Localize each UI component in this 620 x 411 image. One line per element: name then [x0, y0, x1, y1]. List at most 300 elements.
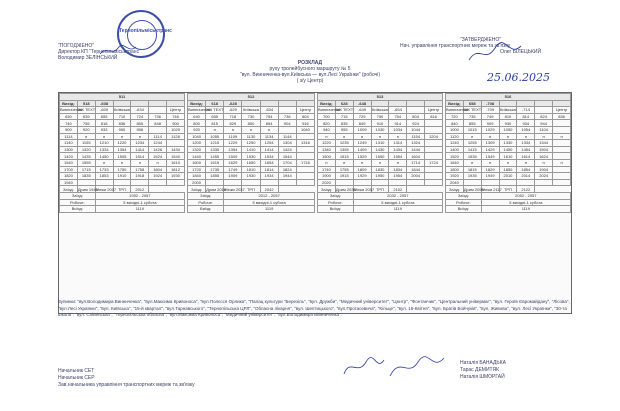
cell: 1334: [95, 146, 113, 153]
table-row: [446, 120, 571, 127]
footer-right-line3: Наталія ШМОРГАЙ: [460, 374, 505, 380]
cell: [517, 100, 535, 107]
cell: ЖК TEXT: [206, 107, 224, 113]
cell: [517, 179, 535, 186]
lower-value: 1119: [353, 206, 442, 213]
cell: 1540: [60, 159, 78, 166]
table-row: [60, 140, 185, 147]
cell: 1740: [318, 166, 336, 173]
cell: [499, 179, 517, 186]
cell: 816: [425, 113, 443, 120]
cell: 1834: [389, 166, 407, 173]
title-line3: "вул. Винниченка-вул.Київська — вул.Лесі Українки" (робочі): [239, 72, 381, 78]
cell: 2000: [188, 179, 206, 186]
cell: 1114: [149, 133, 167, 140]
cell: 1354: [113, 146, 131, 153]
cell: Центр: [296, 107, 314, 114]
cell: п: [113, 159, 131, 166]
approval-left-label: "ПОГОДЖЕНО": [58, 43, 95, 49]
cell: 1500: [318, 153, 336, 160]
cell: 720: [446, 113, 464, 120]
timetable-block-513: [317, 93, 443, 243]
cell: 1120: [446, 133, 464, 140]
cell: 1055: [206, 133, 224, 140]
cell: Заїзд:: [318, 186, 336, 193]
cell: 1109: [224, 133, 242, 140]
table-row: [318, 166, 443, 173]
cell: 2010: [499, 173, 517, 180]
cell: 1255: [463, 140, 481, 147]
signature-left: [98, 44, 138, 58]
cell: 1114: [60, 133, 78, 140]
cell: [553, 153, 571, 160]
cell: 824: [535, 113, 553, 120]
cell: 1355: [335, 146, 353, 153]
lower-value: 5 вихідні-1 субота: [224, 199, 315, 206]
zaizd-label: Заїзд:: [318, 192, 354, 199]
cell: 933: [95, 126, 113, 133]
cell: [149, 126, 167, 133]
cell: Київська: [500, 107, 516, 113]
table-row: [318, 159, 443, 166]
signature-right: [465, 40, 525, 66]
cell: 1809: [353, 166, 371, 173]
table-row: [318, 113, 443, 120]
footer-left-line1: Начальник СЕТ: [58, 368, 95, 374]
zaizd-value: 2032 - 2057: [353, 192, 442, 199]
cell: 640: [188, 113, 206, 120]
cell: 1720: [188, 166, 206, 173]
lower-label: Робоче:: [60, 199, 96, 206]
cell: [278, 100, 296, 107]
cell: [425, 153, 443, 160]
cell: 1954: [389, 173, 407, 180]
cell: 810: [499, 113, 517, 120]
cell: 850: [242, 120, 260, 127]
cell: 1812: [167, 166, 185, 173]
cell: [278, 179, 296, 186]
cell: -634: [260, 107, 278, 114]
cell: -709: [481, 107, 499, 114]
table-row: [446, 113, 571, 120]
cell: ТРП: [113, 186, 131, 193]
cell: 1310: [371, 140, 389, 147]
cell: 1550: [371, 153, 389, 160]
table-row: [60, 120, 185, 127]
cell: 904: [278, 120, 296, 127]
signatures-footer: [340, 352, 450, 382]
cell: 1555: [77, 159, 95, 166]
footer-left-line3: Зав.начальника управління транспортних мереж та зв'язку: [58, 382, 195, 388]
cell: [131, 179, 149, 186]
cell: 630: [60, 113, 78, 120]
cell: 840: [446, 120, 464, 127]
cell: 1234: [131, 140, 149, 147]
cell: 1330: [499, 140, 517, 147]
cell: [296, 100, 314, 107]
cell: 715: [335, 113, 353, 120]
approval-right-label: "ЗАТВЕРДЖЕНО": [460, 37, 502, 43]
table-row: [318, 173, 443, 180]
cell: 1854: [517, 166, 535, 173]
table-row: [188, 107, 315, 114]
cell: 655: [206, 113, 224, 120]
table-row: [188, 186, 315, 193]
cell: [131, 100, 149, 107]
cell: п: [95, 159, 113, 166]
cell: 1930: [167, 173, 185, 180]
cell: 1715: [77, 166, 95, 173]
block-id: 513: [318, 94, 443, 101]
cell: п: [481, 159, 499, 166]
cell: 2042: [260, 186, 278, 193]
block-id: 512: [188, 94, 315, 101]
approval-left-line2: Володимир ЗЕЛІНСЬКИЙ: [58, 55, 118, 61]
cell: 1514: [131, 153, 149, 160]
cell: [167, 179, 185, 186]
cell: Винниченка: [188, 107, 211, 113]
cell: 1724: [425, 159, 443, 166]
footer-left-line2: Начальник СЕР: [58, 375, 95, 381]
cell: [407, 179, 425, 186]
cell: [425, 146, 443, 153]
zaizd-label: Заїзд:: [60, 192, 96, 199]
cell: п: [242, 126, 260, 133]
cell: Київська: [372, 107, 388, 113]
cell: 1200: [188, 140, 206, 147]
cell: Вихід:: [446, 100, 464, 107]
cell: [296, 173, 314, 180]
cell: Межи 2007: [95, 186, 117, 192]
lower-label: Робоче:: [446, 199, 482, 206]
cell: Центр: [425, 107, 443, 114]
cell: [113, 100, 131, 107]
cell: [296, 166, 314, 173]
cell: 1400: [446, 146, 464, 153]
cell: 1415: [463, 146, 481, 153]
cell: 1535: [463, 153, 481, 160]
cell: 1215: [206, 140, 224, 147]
cell: 1054: [517, 126, 535, 133]
cell: [553, 126, 571, 133]
lower-value: 5 вихідні-1 субота: [353, 199, 442, 206]
cell: [535, 179, 553, 186]
cell: [425, 126, 443, 133]
cell: 1844: [407, 166, 425, 173]
cell: 1544: [278, 153, 296, 160]
cell: Заїзд:: [446, 186, 464, 193]
cell: 916: [296, 120, 314, 127]
cell: 1509: [224, 153, 242, 160]
cell: [149, 107, 167, 114]
lower-value: 5 вихідні-1 субота: [95, 199, 184, 206]
cell: 804: [296, 113, 314, 120]
cell: 1030: [371, 126, 389, 133]
cell: 820: [318, 120, 336, 127]
cell: 1220: [318, 140, 336, 147]
cell: 800: [188, 120, 206, 127]
cell: 909: [481, 120, 499, 127]
cell: 1426: [149, 146, 167, 153]
cell: Центр: [167, 107, 185, 114]
cell: [407, 100, 425, 107]
lower-label: Виїзд:: [318, 206, 354, 213]
cell: 729: [353, 113, 371, 120]
cell: 1435: [77, 153, 95, 160]
table-row: [318, 133, 443, 140]
cell: 754: [389, 113, 407, 120]
cell: 1930: [242, 173, 260, 180]
cell: 1529: [353, 153, 371, 160]
cell: 1104: [535, 126, 553, 133]
table-row: [188, 100, 315, 107]
cell: п: [499, 159, 517, 166]
cell: 829: [224, 120, 242, 127]
cell: 1814: [260, 166, 278, 173]
cell: 1530: [242, 153, 260, 160]
cell: [167, 140, 185, 147]
cell: 900: [167, 120, 185, 127]
cell: 836: [113, 120, 131, 127]
cell: 1244: [149, 140, 167, 147]
cell: 1410: [242, 146, 260, 153]
cell: 1929: [353, 173, 371, 180]
cell: 1414: [260, 146, 278, 153]
cell: 2122: [517, 186, 535, 193]
table-row: [188, 173, 315, 180]
cell: [296, 146, 314, 153]
cell: -628: [224, 100, 242, 107]
table-row: [446, 173, 571, 180]
cell: п: [535, 159, 553, 166]
cell: п: [371, 133, 389, 140]
cell: [535, 107, 553, 114]
cell: 1434: [167, 146, 185, 153]
cell: [149, 179, 167, 186]
cell: Дрим 2010: [206, 186, 227, 192]
cell: 1300: [60, 146, 78, 153]
cell: ЖК TEXT: [77, 107, 96, 113]
cell: 1420: [60, 153, 78, 160]
cell: 1235: [335, 140, 353, 147]
cell: 1515: [335, 153, 353, 160]
cell: Межи 2117: [481, 186, 502, 192]
cell: 740: [60, 120, 78, 127]
cell: 658: [463, 100, 481, 107]
cell: Дрим 2050: [463, 186, 484, 192]
table-row: [60, 173, 185, 180]
cell: 736: [149, 113, 167, 120]
cell: 855: [131, 120, 149, 127]
cell: [425, 140, 443, 147]
lower-value: 1119: [481, 206, 570, 213]
cell: п: [463, 133, 481, 140]
cell: Київська: [243, 107, 259, 113]
cell: 1750: [113, 166, 131, 173]
table-row: [446, 107, 571, 114]
cell: 804: [407, 113, 425, 120]
cell: 848: [149, 120, 167, 127]
cell: п: [149, 159, 167, 166]
cell: 1549: [481, 153, 499, 160]
cell: 1009: [353, 126, 371, 133]
cell: 1314: [389, 140, 407, 147]
lower-label: Виїзд:: [60, 206, 96, 213]
cell: 1334: [517, 140, 535, 147]
cell: 1304: [278, 140, 296, 147]
cell: 1344: [535, 140, 553, 147]
cell: 1340: [318, 146, 336, 153]
table-row: [318, 146, 443, 153]
cell: п: [353, 159, 371, 166]
cell: 818: [95, 120, 113, 127]
cell: 1220: [113, 140, 131, 147]
cell: 2102: [389, 186, 407, 193]
lower-value: 1119: [95, 206, 184, 213]
cell: 700: [318, 113, 336, 120]
cell: 1015: [463, 126, 481, 133]
cell: 1454: [517, 146, 535, 153]
cell: 1835: [77, 173, 95, 180]
table-row: [318, 153, 443, 160]
cell: 1240: [446, 140, 464, 147]
cell: 1155: [77, 140, 95, 147]
cell: п: [517, 159, 535, 166]
cell: 1935: [463, 173, 481, 180]
cell: 1900: [318, 173, 336, 180]
cell: 1154: [407, 133, 425, 140]
cell: -648: [353, 100, 371, 107]
cell: п: [553, 133, 571, 140]
cell: 750: [371, 113, 389, 120]
cell: 855: [463, 120, 481, 127]
cell: [149, 100, 167, 107]
cell: [224, 179, 242, 186]
footer-right: [460, 360, 506, 381]
lower-label: Виїзд:: [188, 206, 224, 213]
cell: 1853: [95, 173, 113, 180]
cell: п: [335, 159, 353, 166]
cell: [425, 173, 443, 180]
cell: [553, 120, 571, 127]
cell: п: [553, 159, 571, 166]
cell: 2020: [318, 179, 336, 186]
cell: ТРП: [499, 186, 517, 193]
cell: -654: [389, 107, 407, 114]
cell: [260, 179, 278, 186]
cell: п: [389, 133, 407, 140]
cell: 1140: [60, 140, 78, 147]
table-row: [318, 186, 443, 193]
cell: 2012: [131, 186, 149, 193]
lower-label: Виїзд:: [446, 206, 482, 213]
table-row: [60, 100, 185, 107]
cell: Винниченка: [318, 107, 341, 113]
table-row: [446, 126, 571, 133]
cell: 1810: [242, 166, 260, 173]
cell: [499, 100, 517, 107]
table-row: [318, 140, 443, 147]
timetable-block-511: [59, 93, 185, 243]
cell: 835: [335, 120, 353, 127]
cell: [113, 179, 131, 186]
cell: 955: [335, 126, 353, 133]
cell: п: [131, 133, 149, 140]
cell: 1654: [260, 159, 278, 166]
cell: -714: [517, 107, 535, 114]
cell: 1250: [242, 140, 260, 147]
cell: 914: [389, 120, 407, 127]
cell: Дрим 2030: [335, 186, 356, 192]
cell: 1504: [535, 146, 553, 153]
cell: Заїзд:: [188, 186, 206, 193]
cell: п: [95, 133, 113, 140]
cell: [242, 179, 260, 186]
table-row: [60, 166, 185, 173]
cell: 1354: [224, 146, 242, 153]
cell: п: [206, 126, 224, 133]
cell: [425, 166, 443, 173]
cell: п: [499, 133, 517, 140]
cell: 1128: [167, 133, 185, 140]
cell: ЖК TEXT: [335, 107, 354, 113]
cell: 1320: [77, 146, 95, 153]
cell: 1540: [167, 153, 185, 160]
cell: 920: [188, 126, 206, 133]
cell: п: [318, 133, 336, 140]
cell: [389, 179, 407, 186]
cell: Київська: [114, 107, 130, 113]
cell: 1615: [206, 159, 224, 166]
cell: 1909: [224, 173, 242, 180]
cell: 1820: [60, 173, 78, 180]
table-row: [60, 107, 185, 114]
cell: 1918: [131, 173, 149, 180]
cell: п: [77, 133, 95, 140]
table-row: [60, 186, 185, 193]
cell: [553, 173, 571, 180]
cell: п: [517, 133, 535, 140]
lower-value: 1119: [224, 206, 315, 213]
cell: 1309: [481, 140, 499, 147]
cell: 1505: [113, 153, 131, 160]
cell: 724: [131, 113, 149, 120]
table-row: [188, 153, 315, 160]
cell: 2004: [407, 173, 425, 180]
cell: ТРП: [242, 186, 260, 193]
cell: 2024: [535, 173, 553, 180]
table-row: [318, 179, 443, 186]
cell: 718: [224, 113, 242, 120]
cell: 934: [517, 120, 535, 127]
cell: 1050: [499, 126, 517, 133]
cell: 1249: [353, 140, 371, 147]
cell: п: [535, 133, 553, 140]
cell: [242, 100, 260, 107]
cell: 1755: [335, 166, 353, 173]
cell: 518: [77, 100, 95, 107]
table-row: [446, 153, 571, 160]
cell: 1915: [335, 173, 353, 180]
table-row: [188, 146, 315, 153]
cell: [425, 100, 443, 107]
cell: -649: [353, 107, 371, 114]
table-row: [60, 146, 185, 153]
cell: [425, 179, 443, 186]
table-row: [188, 140, 315, 147]
cell: 1824: [278, 166, 296, 173]
cell: 1409: [353, 146, 371, 153]
